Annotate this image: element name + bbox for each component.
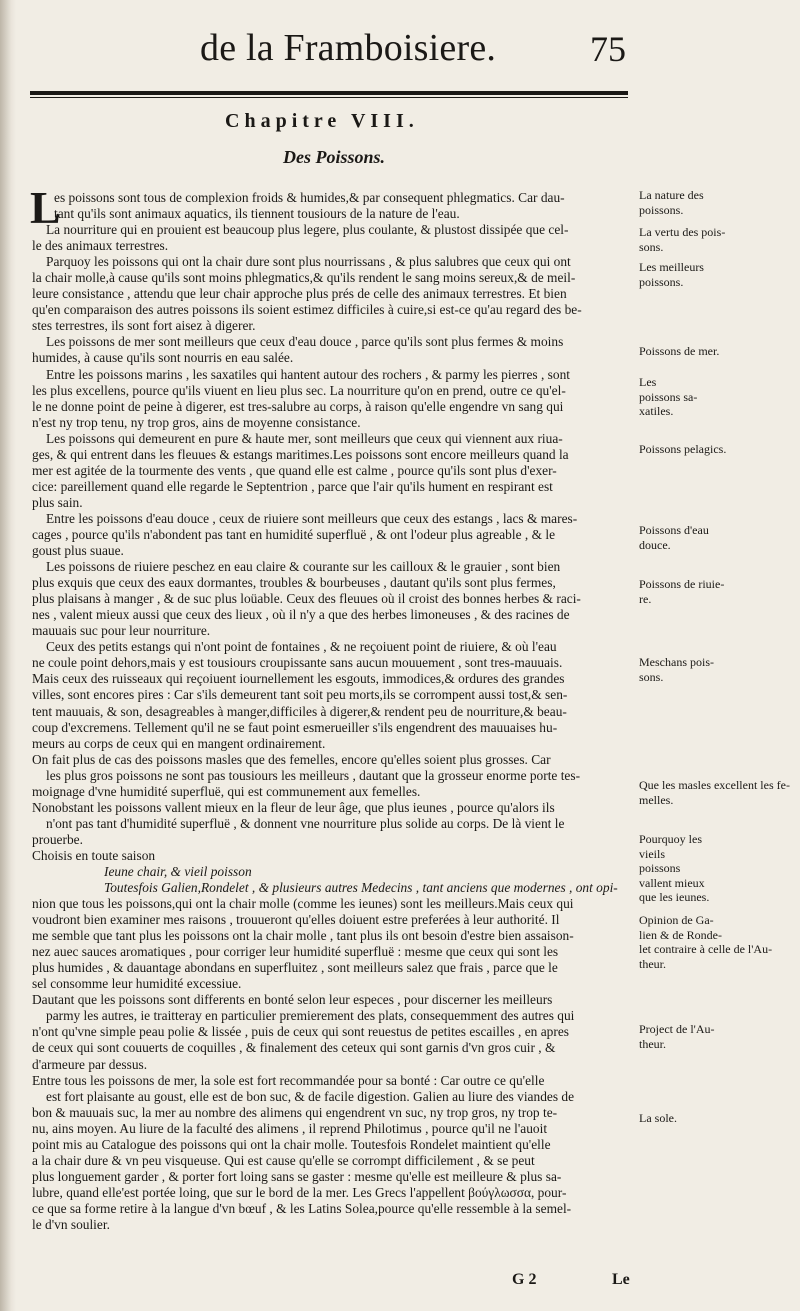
chapter-subtitle: Des Poissons. <box>283 147 386 167</box>
body-line: ne coule point dehors,mais y est tousiours croupissante sans aucun mouuement , sont tres-mauuais. <box>32 655 563 671</box>
signature-mark: G 2 <box>512 1271 537 1288</box>
body-line: qu'en comparaison des autres poissons ils soient estimez difficiles à cuire,si est-ce qu'au regard des be- <box>32 302 582 318</box>
body-line: plus longuement garder , & porter fort loing sans se gaster : mesme qu'elle est meilleure & plus sa- <box>32 1168 562 1184</box>
body-line: meurs au corps de ceux qui en mangent ordinairement. <box>32 735 326 751</box>
body-line: point mis au Catalogue des poissons qui ont la chair molle. Toutesfois Rondelet maintient qu'elle <box>32 1136 551 1152</box>
body-line: le des animaux terrestres. <box>32 238 169 254</box>
body-line: cice: pareillement quand elle regarde le Septentrion , parce que l'air qu'ils hument en respirant est <box>32 478 553 494</box>
margin-note: Les meilleurs poissons. <box>639 260 704 289</box>
body-line: le ne donne point de peine à digerer, est tres-salubre au corps, à raison qu'elle engendre vn sang qui <box>32 398 564 414</box>
body-line: Nonobstant les poissons vallent mieux en la fleur de leur âge, que plus ieunes , pource qu'alors ils <box>32 799 555 815</box>
margin-note: Que les masles excellent les fe- melles. <box>639 778 790 807</box>
body-line: parmy les autres, ie traitteray en particulier premierement des plats, consequemment des autres qui <box>46 1008 575 1024</box>
body-line: Ieune chair, & vieil poisson <box>104 863 252 879</box>
body-line: tent mauuais, & son, desagreables à manger,difficiles à digerer,& rendent peu de nourriture,& beau- <box>32 703 567 719</box>
body-line: les plus gros poissons ne sont pas tousiours les meilleurs , dautant que la grosseur enorme porte tes- <box>46 767 581 783</box>
body-line: prouerbe. <box>32 831 83 847</box>
body-line: Ceux des petits estangs qui n'ont point de fontaines , & ne reçoiuent point de riuiere, & où l'eau <box>46 639 557 655</box>
margin-note: La sole. <box>639 1111 677 1125</box>
body-text <box>30 182 632 1233</box>
margin-note: Poissons d'eau douce. <box>639 523 709 552</box>
body-line: sel consomme leur humidité excessiue. <box>32 976 242 992</box>
body-line: mer est agitée de la tourmente des vents , que quand elle est calme , pource qu'ils sont plus d'exer- <box>32 462 557 478</box>
chapter-title: Chapitre VIII. <box>225 110 419 132</box>
running-title: de la Framboisiere. <box>200 27 497 69</box>
body-line: cages , pource qu'ils n'abondent pas tant en humidité superfluë , & ont l'odeur plus agreable , & le <box>32 526 556 542</box>
header-rule-thin <box>30 97 628 98</box>
margin-note: Poissons pelagics. <box>639 442 727 456</box>
body-line: me semble que tant plus les poissons ont la chair molle , tant plus ils ont besoin d'estre bien assaison- <box>32 928 574 944</box>
body-line: plus humides , & dauantage abondans en superfluitez , sont meilleurs salez que frais , parce que le <box>32 960 558 976</box>
margin-note: Meschans pois- sons. <box>639 655 714 684</box>
body-line: lubre, quand elle'est portée loing, que sur le bord de la mer. Les Grecs l'appellent βούγλωσσα, pour- <box>32 1184 567 1200</box>
body-line: bon & mauuais suc, la mer au nombre des alimens qui engendrent vn suc, ny trop gros, ny trop te- <box>32 1104 558 1120</box>
body-line: Parquoy les poissons qui ont la chair dure sont plus nourrissans , & plus salubres que ceux qui ont <box>46 254 571 270</box>
body-line: leure consistance , attendu que leur chair approche plus prés de celle des animaux terrestres. Et bien <box>32 286 567 302</box>
body-line: Entre les poissons d'eau douce , ceux de riuiere sont meilleurs que ceux des estangs , lacs & mares- <box>46 510 578 526</box>
body-line: nes , valent mieux aussi que ceux des lieux , où il n'y a que des herbes limoneuses , & des racines de <box>32 607 570 623</box>
body-line: moignage d'vne humidité superfluë, qui est communement aux femelles. <box>32 783 421 799</box>
body-line: On fait plus de cas des poissons masles que des femelles, encore qu'elles soient plus grosses. Car <box>32 751 551 767</box>
body-line: goust plus suaue. <box>32 543 124 559</box>
body-line: ce que sa forme retire à la langue d'vn bœuf , & les Latins Solea,pource qu'elle ressemble à la semel- <box>32 1200 572 1216</box>
body-line: nion que tous les poissons,qui ont la chair molle (comme les ieunes) sont les meilleurs.Mais ceux qui <box>32 896 574 912</box>
margin-note: Pourquoy les vieils poissons vallent mieux que les ieunes. <box>639 832 710 904</box>
body-line: Les poissons qui demeurent en pure & haute mer, sont meilleurs que ceux qui viennent aux riua- <box>46 430 563 446</box>
body-line: Choisis en toute saison <box>32 847 156 863</box>
body-line: est fort plaisante au goust, elle est de bon suc, & de facile digestion. Galien au liure des viandes de <box>46 1088 575 1104</box>
catchword: Le <box>612 1271 630 1288</box>
header-rule <box>30 91 628 95</box>
margin-note: Les poissons sa- xatiles. <box>639 375 698 418</box>
body-line: n'ont pas tant d'humidité superfluë , & donnent vne nourriture plus solide au corps. De là vient le <box>46 815 565 831</box>
body-line: le d'vn soulier. <box>32 1217 110 1232</box>
body-line: plus sain. <box>32 494 83 510</box>
body-line: a la chair dure & vn peu visqueuse. Qui est cause qu'elle se corrompt difficilement , & se peut <box>32 1152 535 1168</box>
page-number: 75 <box>590 29 626 69</box>
body-line: coup d'excremens. Tellement qu'il ne se faut point esmerueiller s'ils engendrent des mauuaises hu- <box>32 719 558 735</box>
body-line: humides, à cause qu'ils sont nourris en eau salée. <box>32 350 294 366</box>
body-line: Toutesfois Galien,Rondelet , & plusieurs autres Medecins , tant anciens que modernes , ont opi- <box>104 880 618 896</box>
body-line: nez auec sauces aromatiques , pour corriger leur humidité superfluë : mesme que ceux qui sont les <box>32 944 559 960</box>
body-line: La nourriture qui en prouient est beaucoup plus legere, plus coulante, & plustost dissipée que cel- <box>46 222 569 238</box>
body-line: n'ont qu'vne simple peau polie & lissée , puis de ceux qui sont reuestus de petites escailles , en apres <box>32 1024 569 1040</box>
margin-note: Poissons de mer. <box>639 344 720 358</box>
body-line: n'est ny trop tenu, ny trop gros, ains de moyenne consistance. <box>32 414 361 430</box>
body-line: de ceux qui sont couuerts de coquilles , & finalement des ceteux qui sont garnis d'vn gros cuir , & <box>32 1040 556 1056</box>
body-line: d'armeure par dessus. <box>32 1056 148 1072</box>
body-line: tant qu'ils sont animaux aquatics, ils tiennent tousiours de la nature de l'eau. <box>54 206 460 222</box>
body-line: es poissons sont tous de complexion froids & humides,& par consequent phlegmatics. Car dau- <box>54 190 565 205</box>
body-line: Les poissons de riuiere peschez en eau claire & courante sur les cailloux & le grauier , sont bien <box>46 559 561 575</box>
body-line: villes, sont encores pires : Car s'ils demeurent tant soit peu morts,ils se corrompent aussi tost,& sen- <box>32 687 568 703</box>
margin-note: La nature des poissons. <box>639 188 704 217</box>
body-line: la chair molle,à cause qu'ils sont moins phlegmatics,& qu'ils rendent le sang moins sereux,& de meil- <box>32 270 576 286</box>
body-line: plus exquis que ceux des eaux dormantes, troubles & bourbeuses , dautant qu'ils sont plus fermes, <box>32 575 556 591</box>
body-line: Entre les poissons marins , les saxatiles qui hantent autour des rochers , & parmy les pierres , sont <box>46 366 570 382</box>
margin-note: Poissons de riuie- re. <box>639 577 725 606</box>
body-line: plus plaisans à manger , & de suc plus loüable. Ceux des fleuues où il croist des bonnes herbes & raci- <box>32 591 581 607</box>
body-line: les plus excellens, pource qu'ils viuent en lieu plus sec. La nourriture qu'on en prend, outre ce qu'el- <box>32 382 566 398</box>
body-line: Entre tous les poissons de mer, la sole est fort recommandée pour sa bonté : Car outre ce qu'elle <box>32 1072 545 1088</box>
body-line: mauuais suc pour leur nourriture. <box>32 623 211 639</box>
drop-initial: L <box>30 182 61 233</box>
body-line: stes terrestres, ils sont fort aisez à digerer. <box>32 318 256 334</box>
body-line: nu, ains moyen. Au liure de la faculté des alimens , il reprend Philotimus , pource qu'il ne l'auoit <box>32 1120 548 1136</box>
body-line: ges, & qui entrent dans les fleuues & estangs maritimes.Les poissons sont encore meilleurs quand la <box>32 446 569 462</box>
body-line: Mais ceux des ruisseaux qui reçoiuent iournellement les esgouts, immodices,& ordures des grandes <box>32 671 565 687</box>
page-fold-shadow <box>0 0 16 1311</box>
body-line: Dautant que les poissons sont differents en bonté selon leur especes , pour discerner les meilleurs <box>32 992 553 1008</box>
body-line: Les poissons de mer sont meilleurs que ceux d'eau douce , parce qu'ils sont plus fermes & moins <box>46 334 564 350</box>
margin-note: La vertu des pois- sons. <box>639 225 726 254</box>
body-line: voudront bien examiner mes raisons , trouueront qu'elles doiuent estre preferées à leur authorité. Il <box>32 912 560 928</box>
margin-note: Project de l'Au- theur. <box>639 1022 715 1051</box>
margin-note: Opinion de Ga- lien & de Ronde- let contraire à celle de l'Au- theur. <box>639 913 773 971</box>
